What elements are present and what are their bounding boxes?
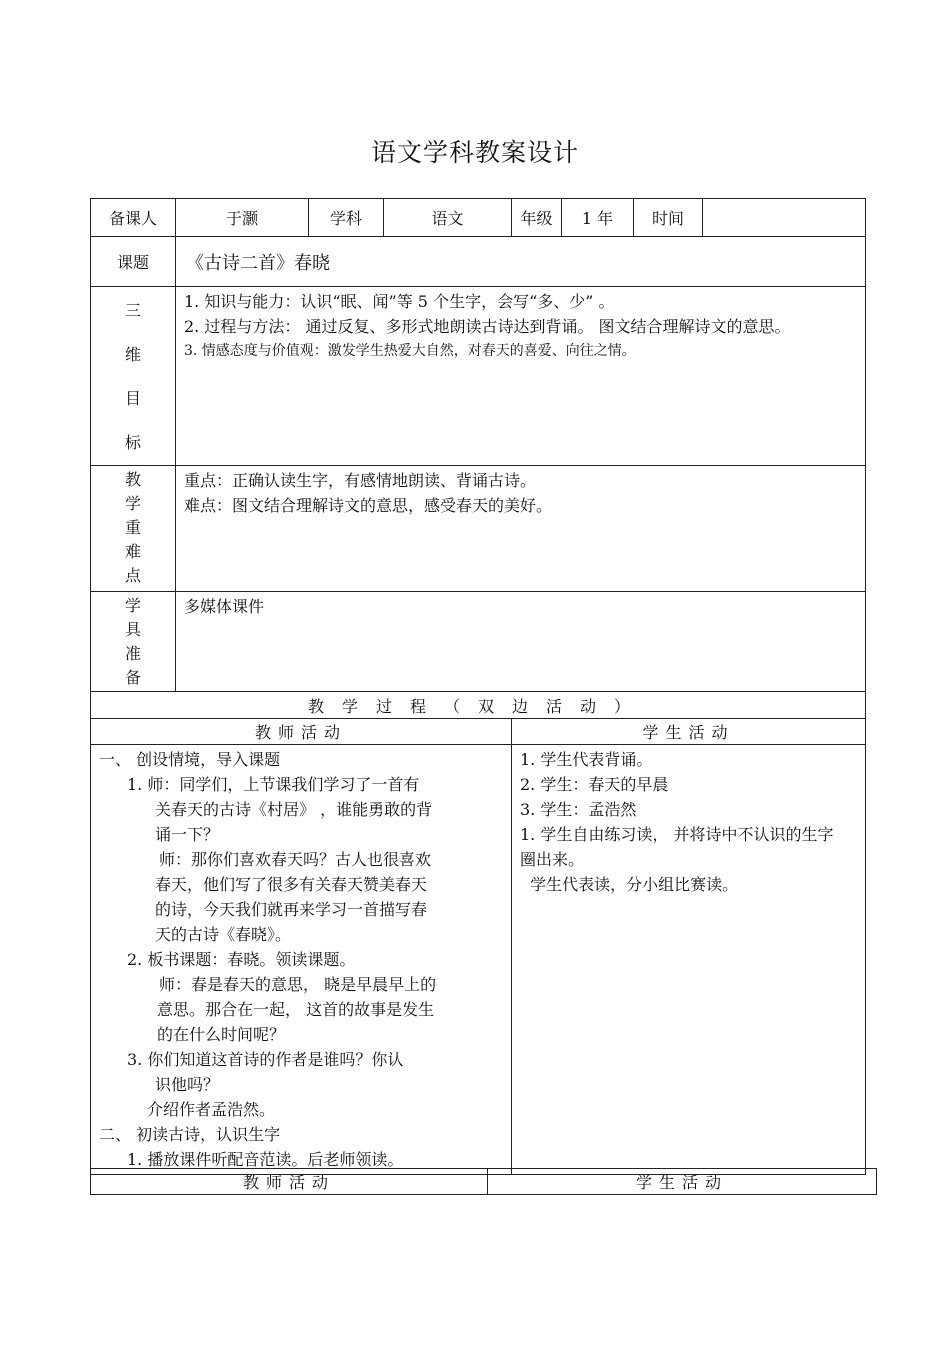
goals-label-char: 三 bbox=[124, 301, 141, 320]
key-points-content bbox=[176, 466, 866, 592]
goals-content bbox=[176, 287, 866, 466]
preparation-content: 多媒体课件 bbox=[176, 592, 866, 692]
goal-item: 3. 情感态度与价值观：激发学生热爱大自然，对春天的喜爱、向往之情。 bbox=[184, 343, 636, 359]
student-activity-header: 学生活动 bbox=[512, 719, 866, 745]
page-title: 语文学科教案设计 bbox=[370, 138, 579, 167]
process-header: 教学过程（双边活动） bbox=[91, 692, 866, 719]
grade-value: 1 年 bbox=[562, 199, 634, 237]
teacher-line: 3. 你们知道这首诗的作者是谁吗？你认 bbox=[127, 1050, 404, 1069]
topic-value: 《古诗二首》春晓 bbox=[176, 237, 866, 287]
student-line: 圈出来。 bbox=[520, 850, 585, 869]
teacher-line: 一、 创设情境，导入课题 bbox=[99, 750, 281, 769]
teacher-line: 春天，他们写了很多有关春天赞美春天 bbox=[155, 875, 428, 894]
subject-value: 语文 bbox=[384, 199, 512, 237]
teacher-line: 1. 播放课件听配音范读。后老师领读。 bbox=[127, 1150, 404, 1169]
key-points-label-char: 难 bbox=[124, 542, 141, 561]
preparation-label-char: 学 bbox=[124, 596, 141, 615]
teacher-activity-footer: 教师活动 bbox=[91, 1169, 488, 1195]
teacher-line: 二、 初读古诗，认识生字 bbox=[99, 1125, 281, 1144]
topic-label: 课题 bbox=[91, 237, 176, 287]
key-points-label-char: 学 bbox=[124, 494, 141, 513]
student-activity-footer: 学生活动 bbox=[488, 1169, 877, 1195]
key-points-label-char: 点 bbox=[124, 566, 141, 585]
teacher-line: 的在什么时间呢？ bbox=[157, 1025, 286, 1044]
preparer-label: 备课人 bbox=[91, 199, 176, 237]
teacher-line: 关春天的古诗《村居》 ，谁能勇敢的背 bbox=[155, 800, 433, 819]
teacher-line: 师：春是春天的意思， 晓是早晨早上的 bbox=[159, 975, 437, 994]
student-line: 2. 学生：春天的早晨 bbox=[520, 775, 669, 794]
preparer-value: 于灏 bbox=[176, 199, 309, 237]
teacher-line: 诵一下？ bbox=[155, 825, 220, 844]
grade-label: 年级 bbox=[512, 199, 562, 237]
process-footer-table bbox=[90, 1168, 877, 1195]
teacher-line: 意思。那合在一起， 这首的故事是发生 bbox=[157, 1000, 435, 1019]
goals-label-char: 维 bbox=[124, 345, 141, 364]
time-label: 时间 bbox=[634, 199, 703, 237]
teacher-line: 的诗，今天我们就再来学习一首描写春 bbox=[155, 900, 428, 919]
key-points-label-char: 教 bbox=[124, 470, 141, 489]
teacher-line: 师：那你们喜欢春天吗？古人也很喜欢 bbox=[159, 850, 432, 869]
teacher-line: 1. 师：同学们，上节课我们学习了一首有 bbox=[127, 775, 420, 794]
student-line: 1. 学生自由练习读， 并将诗中不认识的生字 bbox=[520, 825, 834, 844]
teacher-line: 2. 板书课题：春晓。领读课题。 bbox=[127, 950, 356, 969]
goal-item: 1. 知识与能力：认识“眠、闻”等 5 个生字，会写“多、少” 。 bbox=[184, 292, 615, 311]
student-line: 3. 学生：孟浩然 bbox=[520, 800, 637, 819]
teacher-activity-header: 教师活动 bbox=[91, 719, 512, 745]
lesson-plan-table bbox=[90, 198, 866, 1175]
teacher-line: 天的古诗《春晓》。 bbox=[155, 925, 292, 944]
subject-label: 学科 bbox=[309, 199, 384, 237]
teacher-line: 识他吗？ bbox=[155, 1075, 220, 1094]
student-line: 1. 学生代表背诵。 bbox=[520, 750, 653, 769]
time-value bbox=[703, 199, 866, 237]
preparation-label bbox=[91, 592, 176, 692]
key-points-label-char: 重 bbox=[124, 518, 141, 537]
preparation-label-char: 备 bbox=[124, 668, 141, 687]
key-point-item: 难点：图文结合理解诗文的意思，感受春天的美好。 bbox=[184, 496, 553, 515]
goals-label-char: 目 bbox=[124, 389, 141, 408]
preparation-label-char: 具 bbox=[124, 620, 141, 639]
goals-label bbox=[91, 287, 176, 466]
teacher-activity-content bbox=[91, 745, 512, 1175]
goals-label-char: 标 bbox=[124, 433, 141, 452]
key-points-label bbox=[91, 466, 176, 592]
preparation-label-char: 准 bbox=[124, 644, 141, 663]
key-point-item: 重点：正确认读生字，有感情地朗读、背诵古诗。 bbox=[184, 471, 537, 490]
goal-item: 2. 过程与方法： 通过反复、多形式地朗读古诗达到背诵。 图文结合理解诗文的意思。 bbox=[184, 317, 791, 336]
student-line: 学生代表读，分小组比赛读。 bbox=[520, 875, 739, 894]
student-activity-content bbox=[512, 745, 866, 1175]
teacher-line: 介绍作者孟浩然。 bbox=[147, 1100, 276, 1119]
